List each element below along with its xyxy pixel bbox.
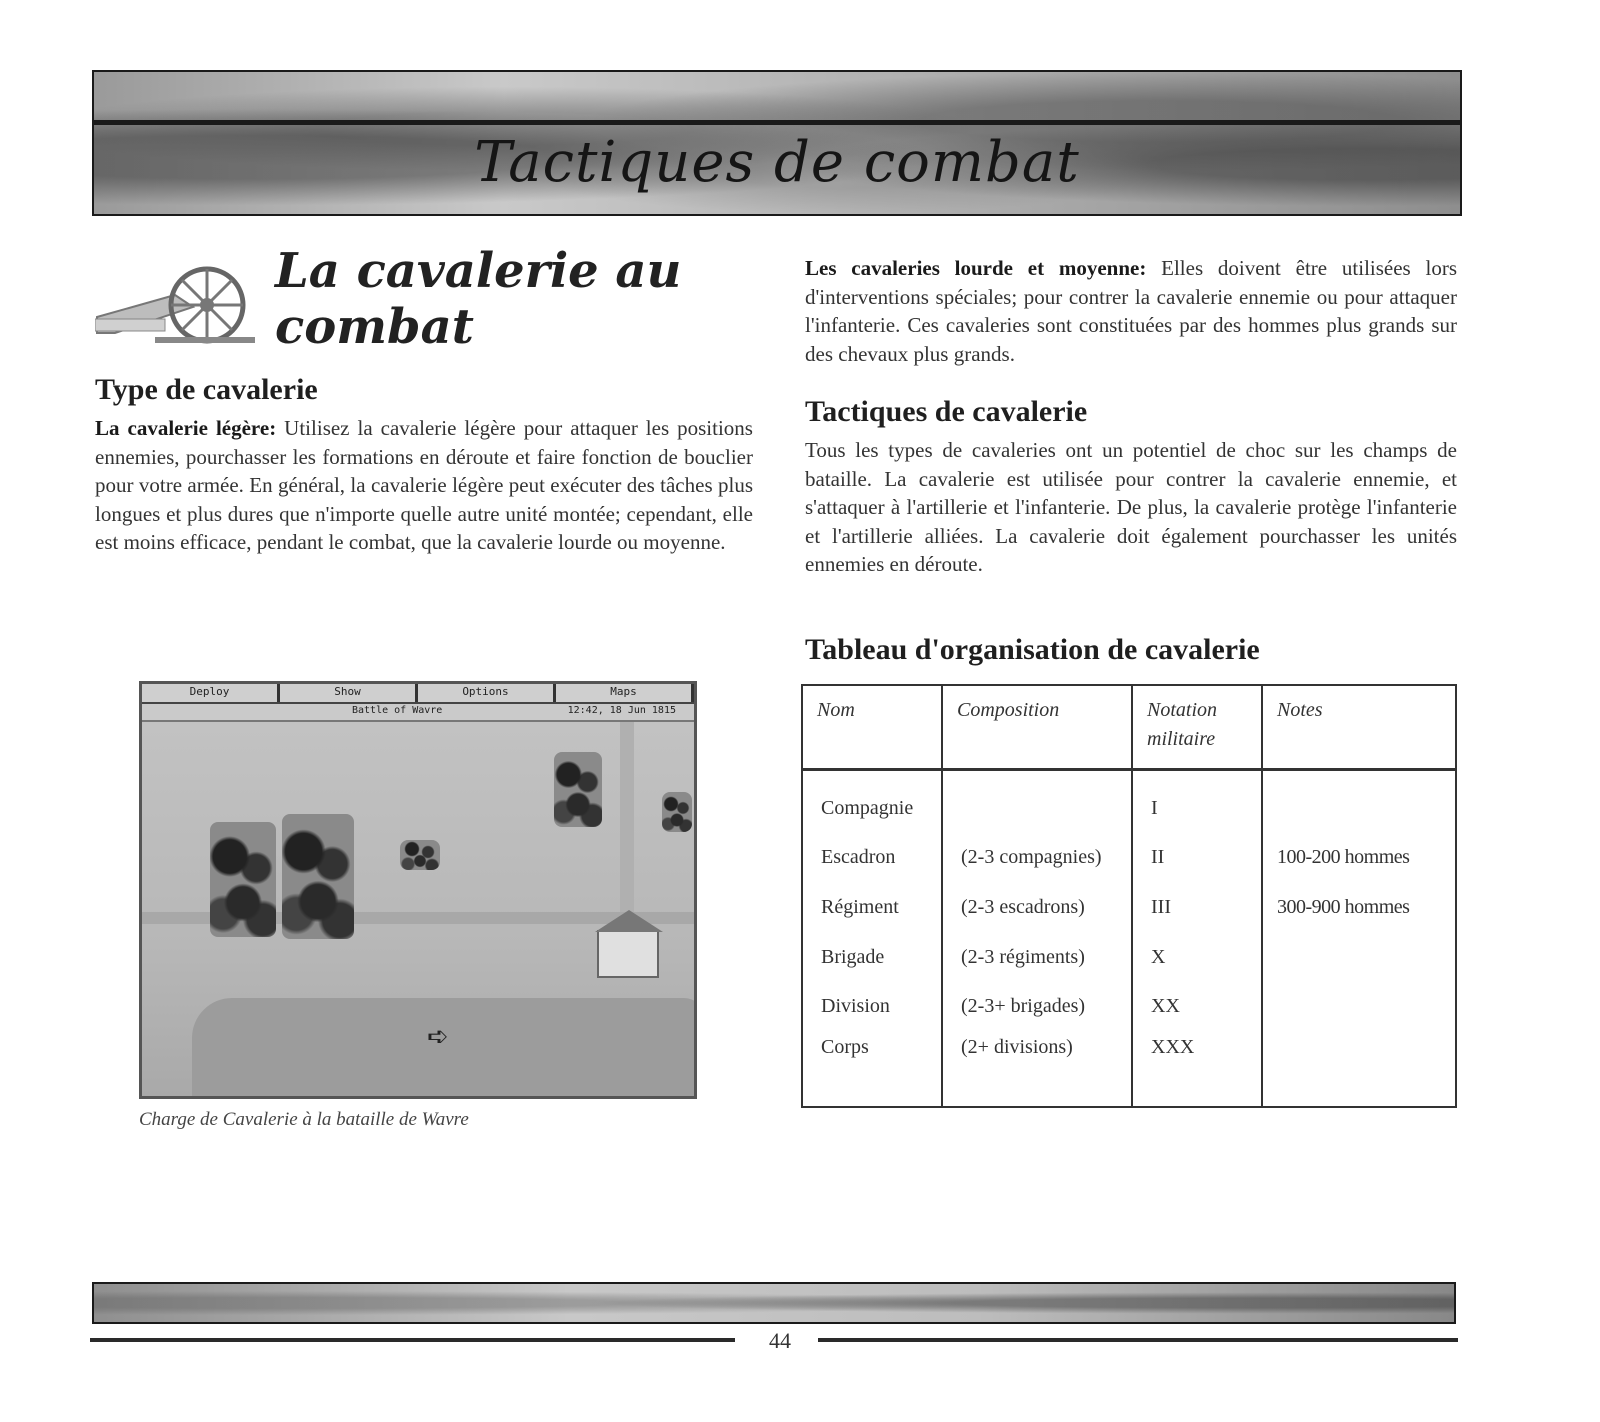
battle-screenshot — [139, 681, 697, 1099]
table-row — [802, 982, 1456, 1032]
section-heading-tactics: Tactiques de cavalerie — [805, 395, 1088, 428]
cell-nom: Régiment — [802, 883, 942, 933]
cell-notes — [1262, 982, 1456, 1032]
cavalry-unit[interactable] — [554, 752, 602, 827]
header-banner — [92, 70, 1462, 216]
cell-notes: 100-200 hommes — [1277, 846, 1410, 869]
menu-maps[interactable]: Maps — [556, 684, 694, 702]
cell-notes — [1262, 932, 1456, 982]
column-header-composition: Composition — [942, 685, 1132, 770]
pointer-icon: ➪ — [427, 1022, 449, 1051]
section-heading-table: Tableau d'organisation de cavalerie — [805, 633, 1260, 666]
column-header-notation: Notation militaire — [1132, 685, 1262, 770]
text-heavy-cavalry: Elles doivent être utilisées lors d'interventions spéciales; pour contrer la cavalerie ennemie ou pour attaquer l'infanterie. Ces cavaleries sont constituées par des hommes plus grands sur des chevaux plus grands. — [805, 256, 1457, 366]
table-header-row — [802, 685, 1456, 770]
paragraph-tactics: Tous les types de cavaleries ont un potentiel de choc sur les champs de bataille. La cavalerie est utilisée pour contrer la cavalerie ennemie, et s'attaquer à l'artillerie et l'infanterie. De plus, la cavalerie protège l'infanterie et l'artillerie alliées. La cavalerie doit également pourchasser les unités ennemies en déroute. — [805, 438, 1457, 576]
cell-composition: (2-3 régiments) — [942, 932, 1132, 982]
cell-composition — [942, 770, 1132, 834]
game-menubar — [142, 684, 694, 704]
menu-show[interactable]: Show — [280, 684, 418, 702]
cell-notation: III — [1132, 883, 1262, 933]
cell-notes — [1262, 770, 1456, 834]
table-row — [802, 833, 1456, 883]
table-row — [802, 1032, 1456, 1108]
cavalry-unit[interactable] — [210, 822, 276, 937]
battlefield — [142, 722, 694, 1096]
cell-nom: Division — [802, 982, 942, 1032]
cell-nom: Escadron — [802, 833, 942, 883]
screenshot-caption: Charge de Cavalerie à la bataille de Wavre — [139, 1109, 469, 1130]
cavalry-unit[interactable] — [282, 814, 354, 939]
farmhouse — [597, 930, 659, 978]
cell-notation: I — [1132, 770, 1262, 834]
text-light-cavalry: Utilisez la cavalerie légère pour attaquer les positions ennemies, pourchasser les formations en déroute et faire fonction de bouclier pour votre armée. En général, la cavalerie légère peut exécuter des tâches plus longues et plus dures que n'importe quelle autre unité montée; cependant, elle est moins efficace, pendant le combat, que la cavalerie lourde ou moyenne. — [95, 416, 753, 554]
cell-nom: Corps — [802, 1032, 942, 1108]
menu-options[interactable]: Options — [418, 684, 556, 702]
cell-notes: 300-900 hommes — [1277, 895, 1410, 918]
footer-rule-right — [818, 1338, 1458, 1342]
table-row — [802, 883, 1456, 933]
cell-composition: (2-3 compagnies) — [942, 833, 1132, 883]
column-header-nom: Nom — [802, 685, 942, 770]
footer-banner — [92, 1282, 1456, 1324]
section-heading-type: Type de cavalerie — [95, 373, 318, 406]
paragraph-light-cavalry — [95, 414, 753, 557]
cell-notation: XX — [1132, 982, 1262, 1032]
game-statusbar — [142, 704, 694, 722]
page-number: 44 — [769, 1328, 791, 1353]
cell-notation: II — [1132, 833, 1262, 883]
footer-rule-left — [90, 1338, 735, 1342]
cannon-icon — [95, 255, 260, 345]
table-row — [802, 932, 1456, 982]
table-row — [802, 770, 1456, 834]
label-light-cavalry: La cavalerie légère: — [95, 416, 277, 440]
cell-composition: (2-3+ brigades) — [942, 982, 1132, 1032]
cavalry-unit[interactable] — [662, 792, 692, 832]
column-header-notes: Notes — [1262, 685, 1456, 770]
banner-rule — [94, 120, 1460, 125]
cell-composition: (2+ divisions) — [942, 1032, 1132, 1108]
battle-name: Battle of Wavre — [352, 705, 443, 716]
cell-notes — [1262, 1032, 1456, 1108]
cavalry-unit[interactable] — [400, 840, 440, 870]
menu-deploy[interactable]: Deploy — [142, 684, 280, 702]
battle-time: 12:42, 18 Jun 1815 — [567, 705, 676, 716]
cell-nom: Compagnie — [802, 770, 942, 834]
organisation-table — [801, 684, 1457, 1108]
cell-notation: X — [1132, 932, 1262, 982]
cell-composition: (2-3 escadrons) — [942, 883, 1132, 933]
road-vertical — [620, 722, 634, 912]
label-heavy-cavalry: Les cavaleries lourde et moyenne: — [805, 256, 1147, 280]
cell-notation: XXX — [1132, 1032, 1262, 1108]
chapter-title: La cavalerie au combat — [275, 243, 682, 355]
paragraph-heavy-cavalry — [805, 254, 1457, 368]
cell-nom: Brigade — [802, 932, 942, 982]
page-header-title: Tactiques de combat — [474, 130, 1080, 195]
